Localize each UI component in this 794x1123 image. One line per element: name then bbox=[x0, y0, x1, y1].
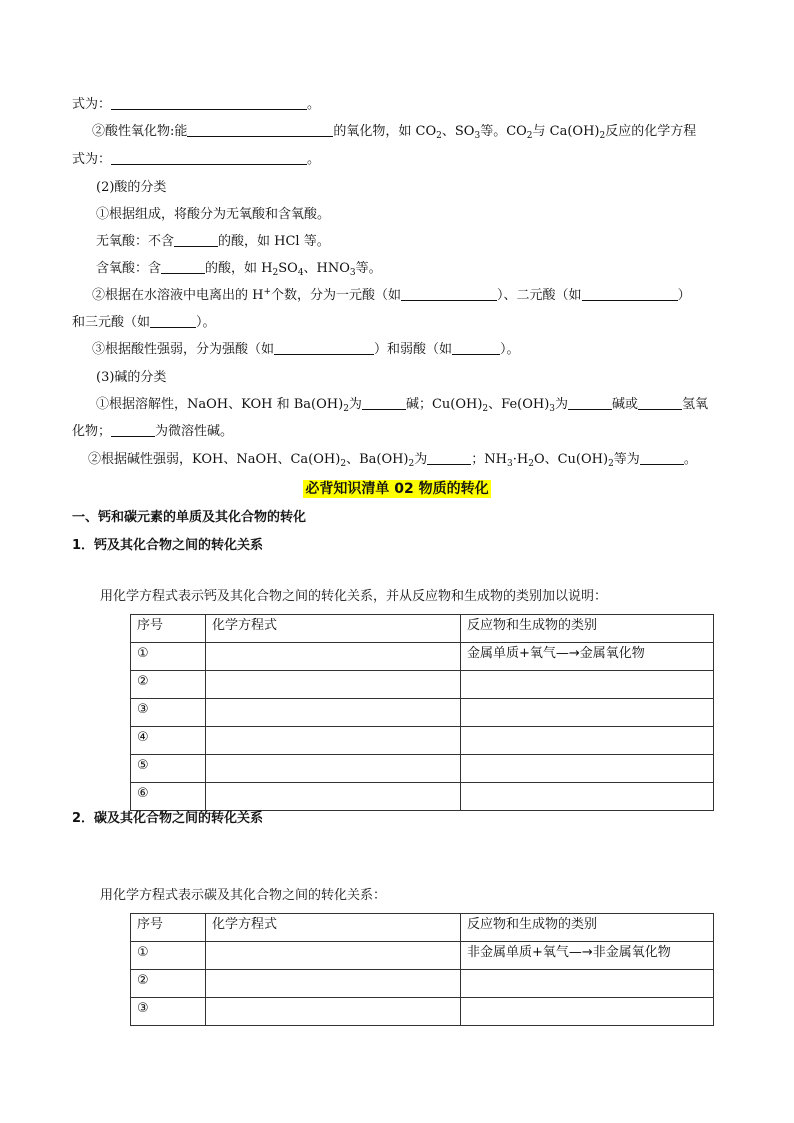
equation-cell[interactable] bbox=[206, 727, 461, 755]
subscript: 2 bbox=[528, 459, 534, 469]
fill-blank[interactable] bbox=[174, 233, 218, 247]
row-number-cell: ② bbox=[131, 970, 206, 998]
subscript: 2 bbox=[408, 459, 415, 469]
line-text: 的酸，如 H bbox=[205, 261, 273, 276]
table-header-row bbox=[131, 615, 714, 643]
category-cell[interactable]: 非金属单质+氧气—→非金属氧化物 bbox=[461, 942, 714, 970]
line-text: 。 bbox=[683, 452, 697, 467]
line-text: ②根据在水溶液中电离出的 H bbox=[92, 288, 264, 303]
subsection-title: (3)碱的分类 bbox=[96, 370, 167, 385]
line-text: 为 bbox=[555, 397, 569, 412]
subscript: 2 bbox=[272, 268, 279, 278]
text-line bbox=[96, 396, 708, 414]
table-row bbox=[131, 942, 714, 970]
line-text: 等。CO bbox=[480, 124, 527, 139]
line-text: 、Ba(OH) bbox=[346, 452, 409, 467]
fill-blank[interactable] bbox=[362, 396, 406, 410]
instruction-text: 用化学方程式表示钙及其化合物之间的转化关系，并从反应物和生成物的类别加以说明： bbox=[100, 589, 608, 604]
fill-blank[interactable] bbox=[568, 396, 612, 410]
subsection-title: (2)酸的分类 bbox=[96, 180, 167, 195]
fill-blank[interactable] bbox=[401, 287, 497, 301]
fill-blank[interactable] bbox=[187, 123, 333, 137]
text-line bbox=[92, 123, 696, 141]
line-text: 为微溶性碱。 bbox=[155, 424, 234, 439]
column-header: 序号 bbox=[131, 914, 206, 942]
category-cell[interactable] bbox=[461, 998, 714, 1026]
line-text: 和三元酸（如 bbox=[72, 315, 151, 330]
line-text: 化物； bbox=[72, 424, 112, 439]
subscript: 3 bbox=[349, 268, 356, 278]
subscript: 2 bbox=[599, 131, 606, 141]
text-line bbox=[92, 287, 691, 305]
line-text: ②根据碱性强弱，KOH、NaOH、Ca(OH) bbox=[88, 452, 341, 467]
line-text: ①根据溶解性，NaOH、KOH 和 Ba(OH) bbox=[96, 397, 344, 412]
column-header: 反应物和生成物的类别 bbox=[461, 615, 714, 643]
line-text: 为 bbox=[414, 452, 428, 467]
section-heading: 必背知识清单 02 物质的转化 bbox=[305, 481, 489, 497]
line-text: SO bbox=[278, 261, 298, 276]
text-line bbox=[72, 314, 216, 332]
row-number-cell: ④ bbox=[131, 727, 206, 755]
line-text: 等为 bbox=[613, 452, 640, 467]
line-text: 、Fe(OH) bbox=[488, 397, 550, 412]
line-text: 。 bbox=[307, 97, 321, 112]
subscript: 3 bbox=[506, 459, 513, 469]
line-text: 的酸，如 HCl 等。 bbox=[218, 234, 330, 249]
line-text: 无氧酸：不含 bbox=[96, 234, 175, 249]
category-cell[interactable] bbox=[461, 671, 714, 699]
text-line bbox=[72, 96, 320, 114]
text-line bbox=[88, 451, 697, 469]
calcium-conversion-table bbox=[130, 614, 714, 811]
fill-blank[interactable] bbox=[111, 96, 307, 110]
carbon-conversion-table bbox=[130, 913, 714, 1026]
fill-blank[interactable] bbox=[640, 451, 684, 465]
table-row bbox=[131, 783, 714, 811]
category-cell[interactable] bbox=[461, 699, 714, 727]
subscript: 2 bbox=[343, 404, 349, 414]
row-number-cell: ⑥ bbox=[131, 783, 206, 811]
equation-cell[interactable] bbox=[206, 755, 461, 783]
equation-cell[interactable] bbox=[206, 998, 461, 1026]
line-text: 个数，分为一元酸（如 bbox=[271, 288, 402, 303]
section-title: 一、钙和碳元素的单质及其化合物的转化 bbox=[72, 510, 307, 525]
column-header: 化学方程式 bbox=[206, 615, 461, 643]
subscript: 2 bbox=[436, 131, 442, 141]
equation-cell[interactable] bbox=[206, 699, 461, 727]
fill-blank[interactable] bbox=[150, 314, 196, 328]
subscript: 2 bbox=[340, 459, 347, 469]
fill-blank[interactable] bbox=[582, 287, 678, 301]
subsection-title: 2．碳及其化合物之间的转化关系 bbox=[72, 811, 264, 826]
line-text: 。 bbox=[307, 152, 321, 167]
table-header-row bbox=[131, 914, 714, 942]
column-header: 化学方程式 bbox=[206, 914, 461, 942]
line-text: ）和弱酸（如 bbox=[374, 342, 453, 357]
text-line bbox=[72, 151, 320, 169]
equation-cell[interactable] bbox=[206, 671, 461, 699]
row-number-cell: ③ bbox=[131, 699, 206, 727]
category-cell[interactable]: 金属单质+氧气—→金属氧化物 bbox=[461, 643, 714, 671]
text-line bbox=[96, 260, 382, 278]
line-text: 与 Ca(OH) bbox=[532, 124, 600, 139]
subscript: 2 bbox=[482, 404, 489, 414]
line-text: 为 bbox=[348, 397, 362, 412]
fill-blank[interactable] bbox=[161, 260, 205, 274]
table-row bbox=[131, 643, 714, 671]
line-text: 、SO bbox=[441, 124, 475, 139]
category-cell[interactable] bbox=[461, 755, 714, 783]
category-cell[interactable] bbox=[461, 783, 714, 811]
equation-cell[interactable] bbox=[206, 970, 461, 998]
line-text: 的氧化物，如 CO bbox=[333, 124, 437, 139]
instruction-text: 用化学方程式表示碳及其化合物之间的转化关系： bbox=[100, 888, 387, 903]
subscript: 2 bbox=[608, 459, 614, 469]
line-text: 碱；Cu(OH) bbox=[405, 397, 483, 412]
column-header: 反应物和生成物的类别 bbox=[461, 914, 714, 942]
text-line: ①根据组成，将酸分为无氧酸和含氧酸。 bbox=[96, 207, 331, 222]
text-line bbox=[92, 341, 520, 359]
line-text: ·H bbox=[512, 452, 529, 467]
line-text: 反应的化学方程 bbox=[605, 124, 697, 139]
subscript: 2 bbox=[526, 131, 533, 141]
line-text: 式为： bbox=[72, 152, 112, 167]
row-number-cell: ③ bbox=[131, 998, 206, 1026]
fill-blank[interactable] bbox=[111, 151, 307, 165]
table-row bbox=[131, 970, 714, 998]
line-text: 、HNO bbox=[303, 261, 350, 276]
subsection-title: 1．钙及其化合物之间的转化关系 bbox=[72, 538, 264, 553]
line-text: ）。 bbox=[500, 342, 520, 357]
line-text: ③根据酸性强弱，分为强酸（如 bbox=[92, 342, 275, 357]
line-text: ）。 bbox=[196, 315, 216, 330]
equation-cell[interactable] bbox=[206, 942, 461, 970]
line-text: ；NH bbox=[471, 452, 507, 467]
fill-blank[interactable] bbox=[274, 341, 374, 355]
table-row bbox=[131, 699, 714, 727]
fill-blank[interactable] bbox=[638, 396, 682, 410]
fill-blank[interactable] bbox=[427, 451, 471, 465]
subscript: 3 bbox=[474, 131, 481, 141]
text-line bbox=[72, 423, 233, 441]
equation-cell[interactable] bbox=[206, 643, 461, 671]
row-number-cell: ⑤ bbox=[131, 755, 206, 783]
table-row bbox=[131, 671, 714, 699]
line-text: O、Cu(OH) bbox=[533, 452, 609, 467]
row-number-cell: ① bbox=[131, 942, 206, 970]
row-number-cell: ② bbox=[131, 671, 206, 699]
table-row bbox=[131, 998, 714, 1026]
line-text: 式为： bbox=[72, 97, 112, 112]
line-text: ）、二元酸（如 bbox=[497, 288, 582, 303]
fill-blank[interactable] bbox=[111, 423, 155, 437]
line-text: 含氧酸：含 bbox=[96, 261, 162, 276]
subscript: 4 bbox=[297, 268, 304, 278]
line-text: ②酸性氧化物:能 bbox=[92, 124, 188, 139]
text-line bbox=[96, 233, 330, 251]
row-number-cell: ① bbox=[131, 643, 206, 671]
fill-blank[interactable] bbox=[452, 341, 500, 355]
category-cell[interactable] bbox=[461, 970, 714, 998]
heading-row bbox=[0, 480, 794, 499]
column-header: 序号 bbox=[131, 615, 206, 643]
line-text: ） bbox=[677, 288, 691, 303]
category-cell[interactable] bbox=[461, 727, 714, 755]
superscript: + bbox=[263, 287, 272, 297]
line-text: 等。 bbox=[355, 261, 382, 276]
table-row bbox=[131, 727, 714, 755]
line-text: 氢氧 bbox=[682, 397, 709, 412]
subscript: 3 bbox=[549, 404, 556, 414]
table-row bbox=[131, 755, 714, 783]
equation-cell[interactable] bbox=[206, 783, 461, 811]
line-text: 碱或 bbox=[612, 397, 639, 412]
